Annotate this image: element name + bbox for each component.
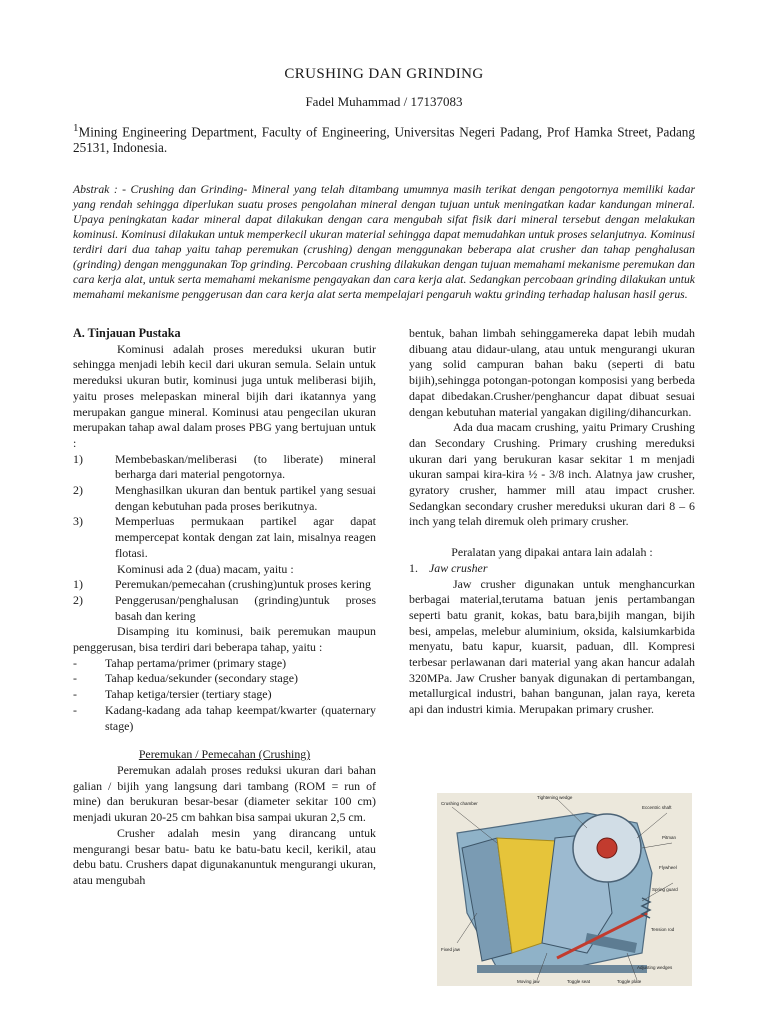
list-item <box>73 452 376 483</box>
list-text: Memperluas permukaan partikel agar dapat mempercepat kontak dengan zat lain, misalnya reagen flotasi. <box>115 514 376 560</box>
list-item <box>73 671 376 687</box>
purpose-list <box>73 452 376 562</box>
label-toggle-seat: Toggle seat <box>567 979 591 984</box>
section-heading: A. Tinjauan Pustaka <box>73 326 181 340</box>
list-item <box>73 703 376 734</box>
list-text: Penggerusan/penghalusan (grinding)untuk proses basah dan kering <box>115 592 376 623</box>
paper-title: CRUSHING DAN GRINDING <box>284 66 484 82</box>
list-text: Membebaskan/meliberasi (to liberate) mineral berharga dari material pengotornya. <box>115 451 376 482</box>
label-adjusting-wedges: Adjusting wedges <box>637 965 673 970</box>
list-number: 2) <box>73 592 83 607</box>
list-number: 3) <box>73 514 83 529</box>
list-number: - <box>73 687 77 702</box>
paragraph: Disamping itu kominusi, baik peremukan maupun penggerusan, bisa terdiri dari beberapa tahap, yaitu : <box>73 624 376 655</box>
label-toggle-plate: Toggle plate <box>617 979 642 984</box>
list-item <box>73 687 376 703</box>
list-text: Peremukan/pemecahan (crushing)untuk proses kering <box>115 577 371 592</box>
list-item <box>73 577 376 593</box>
list-item <box>409 561 695 577</box>
paragraph: Kominusi adalah proses mereduksi ukuran butir sehingga menjadi lebih kecil dari ukuran semula. Selain untuk mereduksi ukuran butir, kominusi juga untuk meliberasi bijih, yaitu proses melepaskan mineral bijih dari ikatannya yang merupakan gangue mineral. Kominusi atau pengecilan ukuran merupakan tahap awal dalam proses PBG yang bertujuan untuk : <box>73 341 376 450</box>
label-tension-rod: Tension rod <box>651 927 675 932</box>
types-list <box>73 577 376 624</box>
list-text: Tahap pertama/primer (primary stage) <box>105 655 287 670</box>
list-number: - <box>73 671 77 686</box>
label-eccentric-shaft: Eccentric shaft <box>642 805 672 810</box>
jaw-crusher-diagram <box>437 793 692 986</box>
paragraph: Jaw crusher digunakan untuk menghancurkan berbagai material,terutama batuan jenis pertambangan seperti batu granit, kokas, batu bara,bijih mangan, bijih besi, ampelas, melebur aluminium, oksida, kalsiumkarbida menyatu, batu kapur, kuarsit, paduan, dll. Kompresi terbesar perlawanan dari material yang akan hancur adalah 320MPa. Jaw Crusher banyak digunakan di pertambangan, metallurgical industri, bahan bangunan, jalan raya, kereta api dan industri kimia. Merupakan primary crusher. <box>409 576 695 717</box>
label-crushing-chamber: Crushing chamber <box>441 801 478 806</box>
list-text: Tahap ketiga/tersier (tertiary stage) <box>105 687 272 702</box>
list-text: Menghasilkan ukuran dan bentuk partikel yang sesuai dengan kebutuhan pada proses berikutnya. <box>115 483 376 513</box>
abstract: Abstrak : - Crushing dan Grinding- Mineral yang telah ditambang umumnya masih terikat dengan pengotornya memiliki kadar yang rendah sehingga diperlukan suatu proses pengolahan mineral dengan tujuan untuk meningatkan kadar kandungan mineral. Upaya peningkatan kadar mineral dapat dilakukan dengan cara mengubah sifat fisik dari mineral tersebut dengan melakukan kominusi. Kominusi dilakukan untuk memperkecil ukuran material sehingga dapat memudahkan untuk proses selanjutnya. Kominusi terdiri dari dua tahap yaitu tahap peremukan (crushing) dengan menggunakan beberapa alat crusher dan tahap penghalusan (grinding) dengan menggunakan Top grinding. Percobaan crushing dilakukan dengan tujuan memahami mekanisme peremukan dan cara kerja alat, untuk serta memahami mekanisme pengayakan dan cara kerja alat. Sedangkan percobaan grinding dilakukan untuk memahami mekanisme penggerusan dan cara kerja alat serta mempelajari pengaruh waktu grinding terhadap halusan hasil gerus. <box>73 183 695 301</box>
list-text: Kadang-kadang ada tahap keempat/kwarter (quaternary stage) <box>105 702 376 733</box>
paragraph: Peremukan adalah proses reduksi ukuran dari bahan galian / bijih yang langsung dari tambang (ROM = run of mine) dan berukuran besar-besar (diameter sekitar 100 cm) menjadi ukuran 20-25 cm bahkan bisa sampai ukuran 2,5 cm. <box>73 762 376 825</box>
label-spring-guard: Spring guard <box>652 887 678 892</box>
author-line: Fadel Muhammad / 17137083 <box>305 94 463 109</box>
paragraph: Kominusi ada 2 (dua) macam, yaitu : <box>117 561 294 576</box>
paragraph: Ada dua macam crushing, yaitu Primary Crushing dan Secondary Crushing. Primary crushing mereduksi ukuran dari yang berukuran kasar sekitar 1 m menjadi ukuran sampai kira-kira ½ - 3/8 inch. Alatnya jaw crusher, gyratory crusher, hammer mill atau impact crusher. Sedangkan secondary crusher mereduksi ukuran dari 8 – 6 inch yang telah diremuk oleh primary crusher. <box>409 420 695 529</box>
list-text: Tahap kedua/sekunder (secondary stage) <box>105 671 298 686</box>
affiliation-text: Mining Engineering Department, Faculty of Engineering, Universitas Negeri Padang, Prof Hamka Street, Padang 25131, Indonesia. <box>73 124 695 156</box>
list-number: 1) <box>73 577 83 592</box>
left-column <box>73 326 376 889</box>
list-number: 1. <box>409 560 418 575</box>
stages-list <box>73 656 376 735</box>
list-number: - <box>73 702 77 717</box>
label-tightening-wedge: Tightening wedge <box>537 795 573 800</box>
list-item <box>73 483 376 514</box>
list-number: 1) <box>73 451 83 466</box>
paragraph: bentuk, bahan limbah sehinggamereka dapat lebih mudah dibuang atau didaur-ulang, atau untuk mengurangi ukuran yang solid campuran bahan baku (seperti di batu bijih),sehingga potongan-potongan komposisi yang berbeda dapat dibedakan.Crusher/penghancur dapat dibuat sesuai dengan kebutuhan material yangakan digiling/dihancurkan. <box>409 326 695 419</box>
list-item <box>73 593 376 624</box>
list-text: Jaw crusher <box>429 560 488 575</box>
label-fixed-jaw: Fixed jaw <box>441 947 461 952</box>
list-number: 2) <box>73 483 83 498</box>
paragraph: Peralatan yang dipakai antara lain adalah : <box>451 545 653 560</box>
list-number: - <box>73 655 77 670</box>
spacer <box>409 530 695 545</box>
label-moving-jaw: Moving jaw <box>517 979 540 984</box>
spacer <box>73 734 376 747</box>
label-flywheel: Flywheel <box>659 865 677 870</box>
label-pitman: Pitman <box>662 835 677 840</box>
subsection-heading: Peremukan / Pemecahan (Crushing) <box>138 747 311 762</box>
right-column <box>409 326 695 718</box>
list-item <box>73 656 376 672</box>
jaw-crusher-figure <box>437 793 692 986</box>
affiliation-marker: 1 <box>73 122 79 134</box>
paragraph: Crusher adalah mesin yang dirancang untuk mengurangi besar batu- batu ke batu-batu kecil, kerikil, atau debu batu. Crushers dapat digunakanuntuk mengurangi ukuran, atau mengubah <box>73 825 376 887</box>
affiliation <box>73 120 695 156</box>
list-item <box>73 514 376 561</box>
